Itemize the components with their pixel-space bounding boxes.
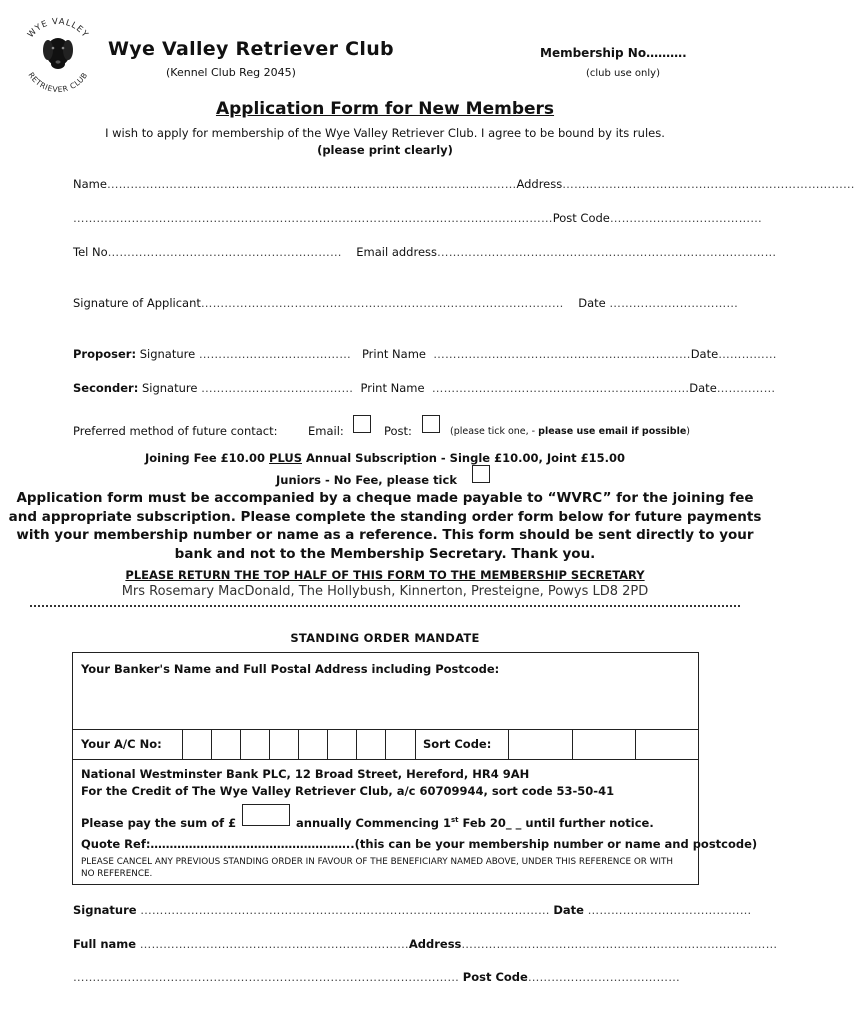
address-label: Address xyxy=(516,177,563,191)
fees-line xyxy=(0,451,770,465)
postcode-label: Post Code xyxy=(552,211,610,225)
logo-arc-bottom: RETRIEVER CLUB xyxy=(26,70,90,95)
intro-text: I wish to apply for membership of the Wye Valley Retriever Club. I agree to be bound by its rules. xyxy=(105,126,665,140)
cheque-notice: Application form must be accompanied by a cheque made payable to “WVRC” for the joining fee and appropriate subscription. Please complete the standing order form below for future payments with your membership number or name as a reference. This form should be sent directly to your bank and not to the Membership Secretary. Thank you. xyxy=(8,490,762,562)
so-signature-label: Signature xyxy=(73,903,137,917)
so-date-label: Date xyxy=(553,903,584,917)
contact-post-checkbox[interactable] xyxy=(422,415,440,433)
applicant-signature-label: Signature of Applicant xyxy=(73,296,201,310)
seconder-signature-label: Signature xyxy=(141,381,198,395)
postcode-field[interactable]: ………………………………… xyxy=(609,211,762,225)
proposer-label: Proposer: xyxy=(73,347,137,361)
proposer-signature-label: Signature xyxy=(139,347,196,361)
applicant-date-field[interactable]: …………………………… xyxy=(609,296,739,310)
fees-plus: PLUS xyxy=(269,451,302,465)
contact-post-label: Post: xyxy=(384,424,412,438)
contact-note: (please tick one, - xyxy=(450,426,539,437)
so-postcode-label: Post Code xyxy=(462,970,528,984)
tel-label: Tel No xyxy=(73,245,108,259)
seconder-signature-field[interactable]: ………………………………… xyxy=(201,381,354,395)
juniors-checkbox[interactable] xyxy=(472,465,490,483)
club-use-note: (club use only) xyxy=(586,68,660,79)
account-digit-5[interactable] xyxy=(298,729,327,759)
so-signature-field[interactable]: …………………………………………………………………………………………… xyxy=(140,903,550,917)
tel-field[interactable]: …………………………………………………… xyxy=(107,245,342,259)
email-label: Email address xyxy=(356,245,438,259)
sort-code-label: Sort Code: xyxy=(423,737,492,751)
annually-text-end: Feb 20_ _ until further notice. xyxy=(458,816,654,830)
applicant-date-label: Date xyxy=(578,296,606,310)
account-digit-7[interactable] xyxy=(356,729,385,759)
proposer-signature-field[interactable]: ………………………………… xyxy=(198,347,351,361)
sort-code-pair-3[interactable] xyxy=(635,729,699,759)
bank-name-label: Your Banker's Name and Full Postal Address including Postcode: xyxy=(81,662,500,676)
contact-email-label: Email: xyxy=(308,424,344,438)
proposer-print-name-field[interactable]: ………………………………………………………… xyxy=(433,347,691,361)
secretary-address: Mrs Rosemary MacDonald, The Hollybush, Kinnerton, Presteigne, Powys LD8 2PD xyxy=(121,584,649,599)
so-address-field[interactable]: ……………………………………………………………………… xyxy=(461,937,778,951)
logo-arc-top: WYE VALLEY xyxy=(25,16,91,41)
email-field[interactable]: …………………………………………………………………………… xyxy=(437,245,777,259)
form-title: Application Form for New Members xyxy=(215,99,555,119)
club-logo-dog-icon xyxy=(16,12,100,96)
contact-note-end: ) xyxy=(686,426,691,437)
svg-text:RETRIEVER CLUB xyxy=(26,71,89,94)
annually-text: annually Commencing 1 xyxy=(296,816,451,830)
credit-details: For the Credit of The Wye Valley Retriever Club, a/c 60709944, sort code 53-50-41 xyxy=(81,784,615,798)
address-field[interactable]: ………………………………………………………………… xyxy=(562,177,855,191)
seconder-date-label: Date xyxy=(689,381,717,395)
return-instruction: PLEASE RETURN THE TOP HALF OF THIS FORM TO THE MEMBERSHIP SECRETARY xyxy=(125,568,645,582)
print-clearly-note: (please print clearly) xyxy=(317,143,453,157)
account-digit-4[interactable] xyxy=(269,729,298,759)
account-digit-8[interactable] xyxy=(385,729,415,759)
sort-code-pair-2[interactable] xyxy=(572,729,635,759)
kennel-reg: (Kennel Club Reg 2045) xyxy=(166,66,296,79)
proposer-date-field[interactable]: …………… xyxy=(718,347,777,361)
seconder-label: Seconder: xyxy=(73,381,139,395)
so-fullname-field[interactable]: …………………………………………………………… xyxy=(139,937,409,951)
svg-text:WYE VALLEY xyxy=(26,17,90,40)
name-field[interactable]: …………………………………………………………………………………………… xyxy=(106,177,517,191)
membership-number-field[interactable]: Membership No………. xyxy=(540,46,687,60)
proposer-print-name-label: Print Name xyxy=(361,347,426,361)
account-digit-1[interactable] xyxy=(182,729,211,759)
address-line-2-field[interactable]: …………………………………………………………………………………………………………… xyxy=(73,211,553,225)
bank-details: National Westminster Bank PLC, 12 Broad Street, Hereford, HR4 9AH xyxy=(81,767,530,781)
juniors-label: Juniors - No Fee, please tick xyxy=(276,473,457,487)
account-number-label: Your A/C No: xyxy=(81,737,162,751)
seconder-print-name-field[interactable]: ………………………………………………………… xyxy=(431,381,690,395)
sort-code-pair-1[interactable] xyxy=(508,729,572,759)
contact-email-checkbox[interactable] xyxy=(353,415,371,433)
contact-note-bold: please use email if possible xyxy=(538,426,687,437)
seconder-print-name-label: Print Name xyxy=(360,381,425,395)
standing-order-title: STANDING ORDER MANDATE xyxy=(290,631,480,645)
standing-order-box xyxy=(72,652,758,885)
account-digit-3[interactable] xyxy=(240,729,269,759)
fees-joining: Joining Fee £10.00 xyxy=(144,451,270,465)
proposer-date-label: Date xyxy=(690,347,719,361)
contact-label: Preferred method of future contact: xyxy=(73,424,278,438)
so-fullname-label: Full name xyxy=(73,937,137,951)
sum-amount-field[interactable] xyxy=(242,804,290,826)
applicant-signature-field[interactable]: ………………………………………………………………………………… xyxy=(200,296,564,310)
quote-ref-field[interactable]: Quote Ref:…………………………………………….. xyxy=(81,837,355,851)
so-address-line-2-field[interactable]: ……………………………………………………………………………………… xyxy=(73,970,460,984)
cancel-previous-note: PLEASE CANCEL ANY PREVIOUS STANDING ORDER IN FAVOUR OF THE BENEFICIARY NAMED ABOVE, UNDER THIS REFERENCE OR WITH NO REFERENCE. xyxy=(81,857,673,879)
seconder-date-field[interactable]: …………… xyxy=(716,381,776,395)
bank-address-field[interactable] xyxy=(73,675,698,729)
name-label: Name xyxy=(73,177,107,191)
account-digit-6[interactable] xyxy=(327,729,356,759)
club-name: Wye Valley Retriever Club xyxy=(108,38,394,60)
sum-label: Please pay the sum of £ xyxy=(81,816,237,830)
quote-ref-note: (this can be your membership number or name and postcode) xyxy=(354,837,758,851)
annually-sup: st xyxy=(450,816,459,825)
so-address-label: Address xyxy=(408,937,462,951)
fees-subscription: Annual Subscription - Single £10.00, Joint £15.00 xyxy=(302,451,626,465)
account-digit-2[interactable] xyxy=(211,729,240,759)
so-date-field[interactable]: …………………………………… xyxy=(587,903,752,917)
so-postcode-field[interactable]: ………………………………… xyxy=(527,970,680,984)
cut-line xyxy=(30,605,740,607)
